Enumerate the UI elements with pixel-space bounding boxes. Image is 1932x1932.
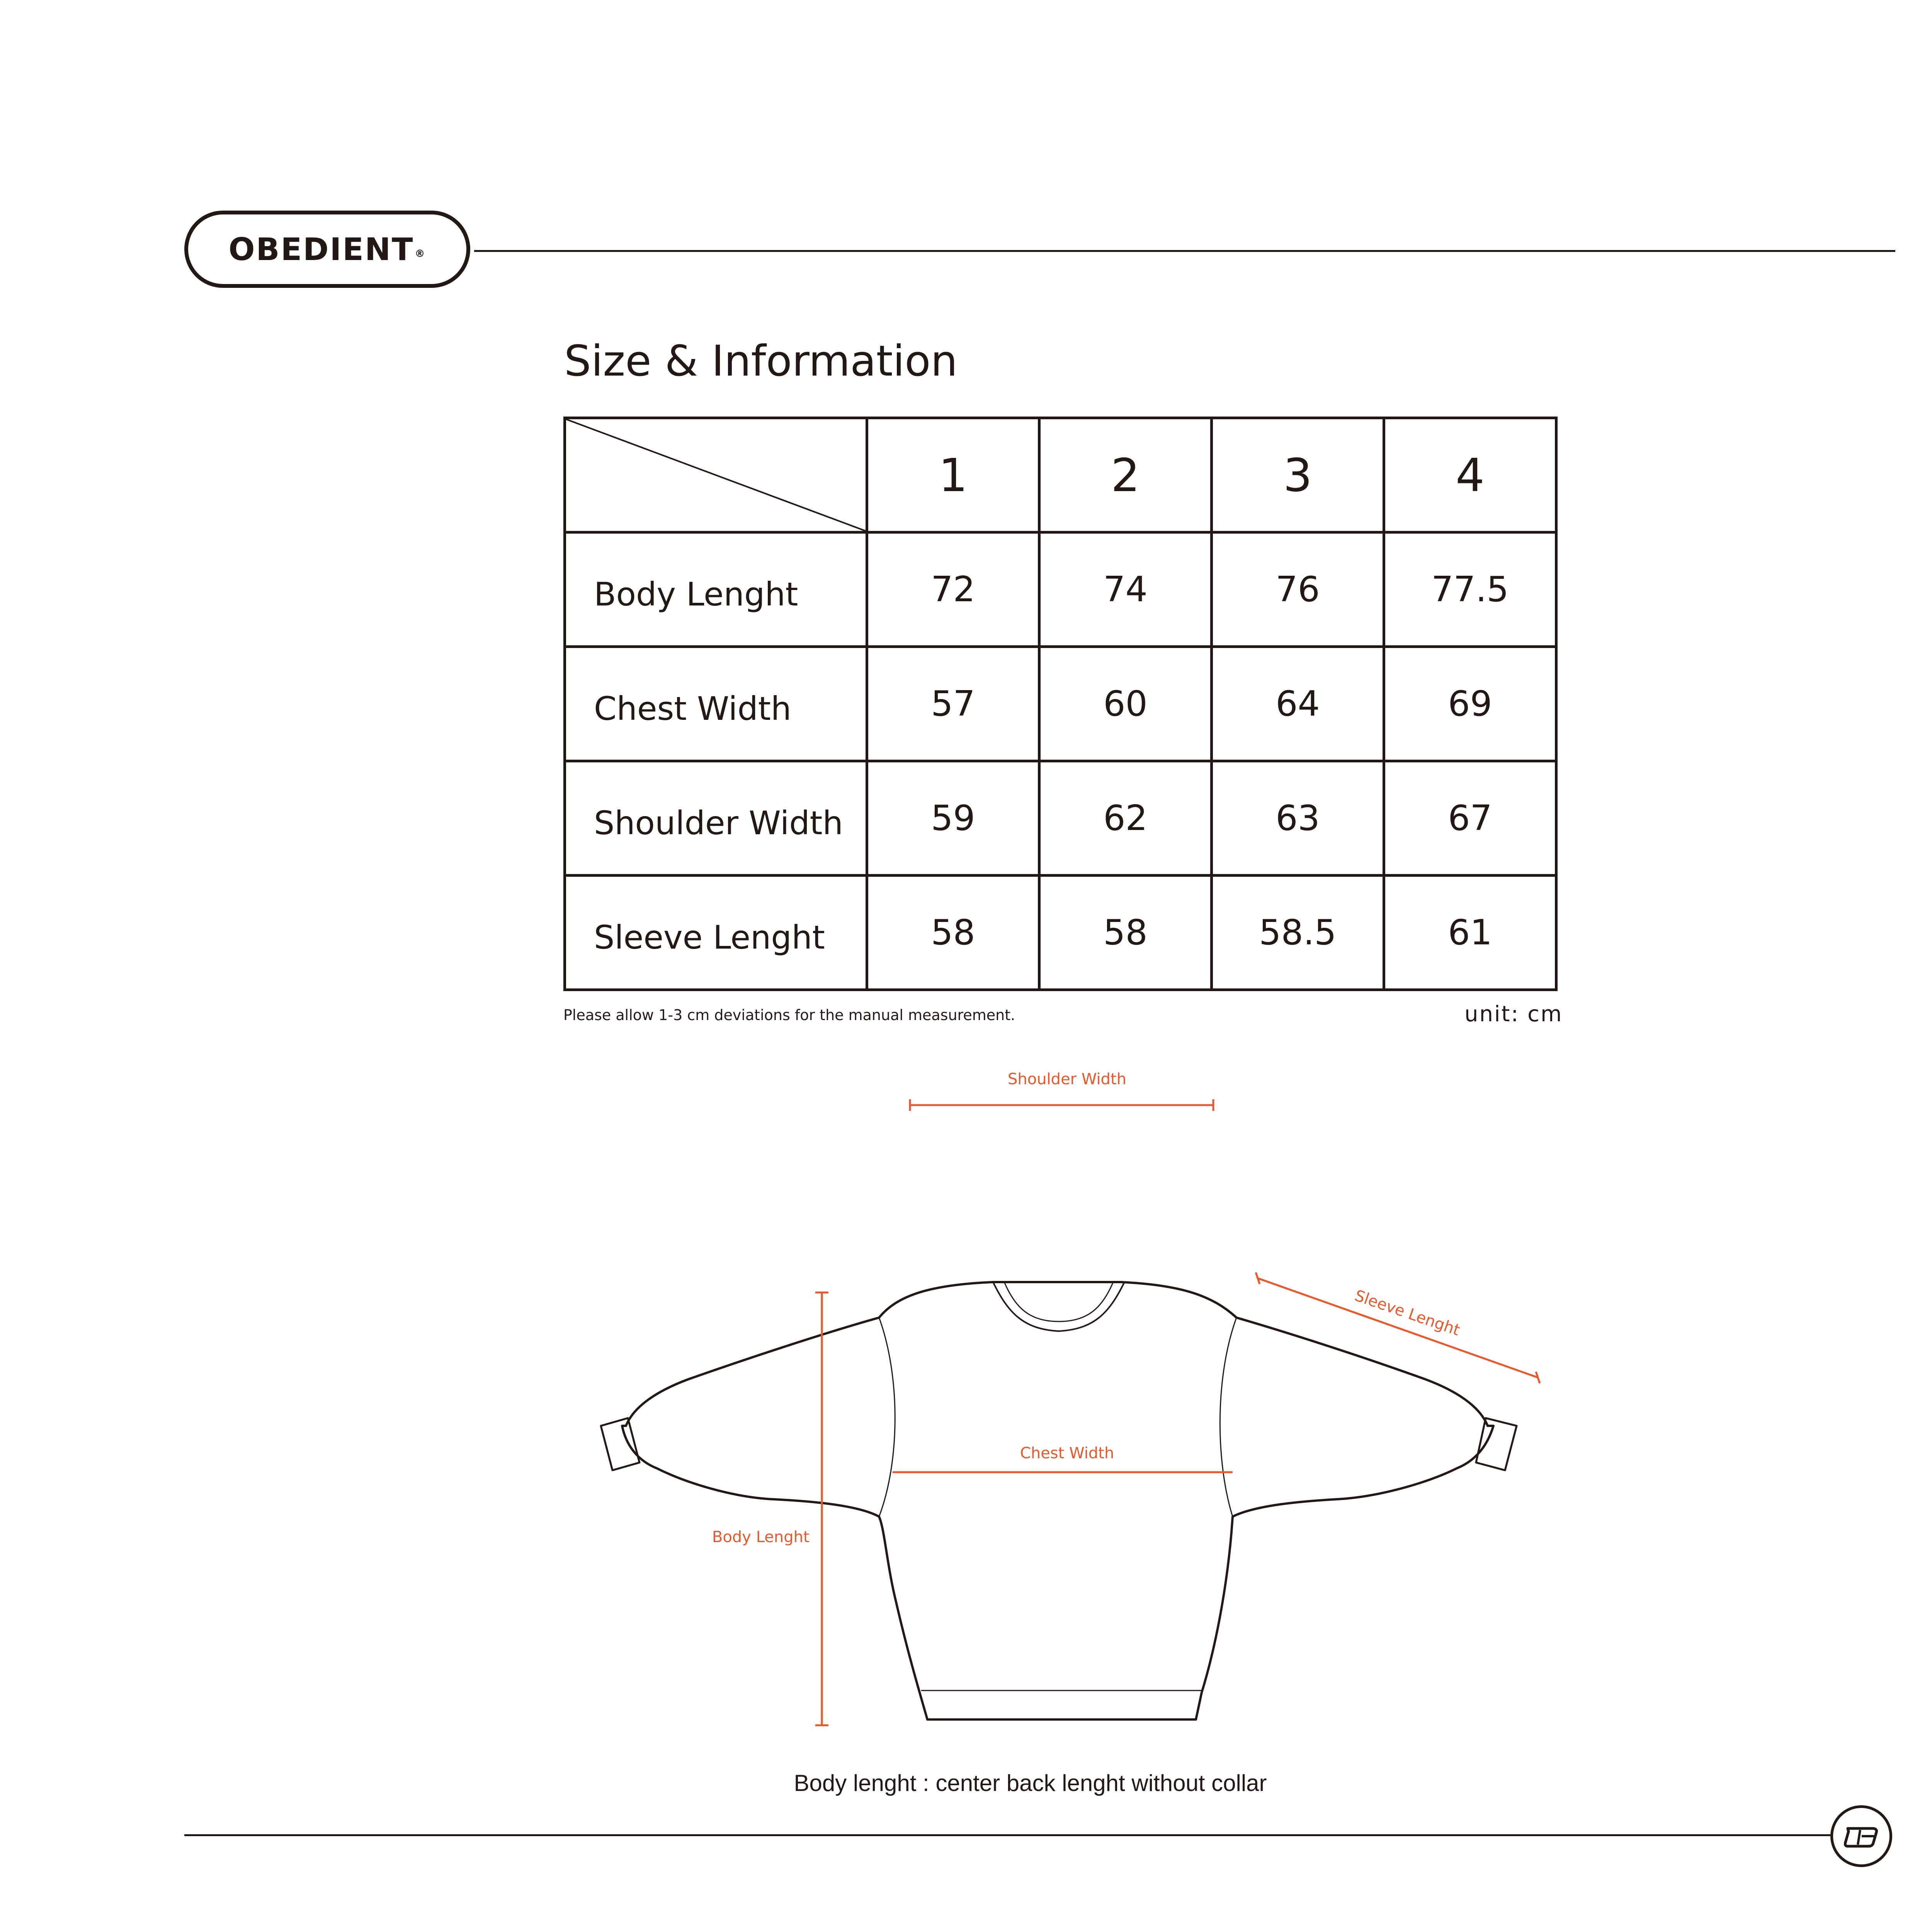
row-label: Sleeve Lenght: [565, 876, 867, 990]
table-cell: 67: [1384, 761, 1556, 876]
sleeve-length-label: Sleeve Lenght: [1352, 1287, 1463, 1340]
row-label: Shoulder Width: [565, 761, 867, 876]
brand-logo-text: OBEDIENT®: [228, 231, 426, 267]
size-header: 1: [867, 418, 1039, 532]
table-cell: 58: [867, 876, 1039, 990]
table-cell: 61: [1384, 876, 1556, 990]
table-cell: 62: [1039, 761, 1212, 876]
size-header: 2: [1039, 418, 1212, 532]
table-cell: 74: [1039, 532, 1212, 647]
deviation-note: Please allow 1-3 cm deviations for the manual measurement.: [563, 1007, 1015, 1024]
row-label: Body Lenght: [565, 532, 867, 647]
table-cell: 60: [1039, 647, 1212, 761]
unit-note: unit: cm: [1464, 1002, 1563, 1027]
size-header: 3: [1212, 418, 1384, 532]
body-length-label: Body Lenght: [712, 1528, 810, 1546]
measurement-lines: [815, 1099, 1540, 1725]
shoulder-width-label: Shoulder Width: [1008, 1070, 1127, 1088]
sleeve-length-line: [1258, 1278, 1538, 1378]
right-cuff: [1476, 1418, 1517, 1470]
table-cell: 58: [1039, 876, 1212, 990]
table-cell: 58.5: [1212, 876, 1384, 990]
registered-mark: ®: [415, 248, 426, 260]
table-cell: 57: [867, 647, 1039, 761]
sweatshirt-outline: [601, 1282, 1517, 1719]
table-cell: 63: [1212, 761, 1384, 876]
table-cell: 64: [1212, 647, 1384, 761]
size-header: 4: [1384, 418, 1556, 532]
chest-width-label: Chest Width: [1020, 1444, 1114, 1462]
left-cuff: [601, 1418, 639, 1470]
table-cell: 76: [1212, 532, 1384, 647]
table-cell: 69: [1384, 647, 1556, 761]
body-length-caption: Body lenght : center back lenght without collar: [794, 1770, 1267, 1796]
page-title: Size & Information: [564, 336, 958, 386]
row-label: Chest Width: [565, 647, 867, 761]
table-cell: 59: [867, 761, 1039, 876]
footer-divider: [184, 1834, 1830, 1836]
table-cell: 77.5: [1384, 532, 1556, 647]
table-cell: 72: [867, 532, 1039, 647]
brand-monogram-icon: [1830, 1805, 1892, 1867]
